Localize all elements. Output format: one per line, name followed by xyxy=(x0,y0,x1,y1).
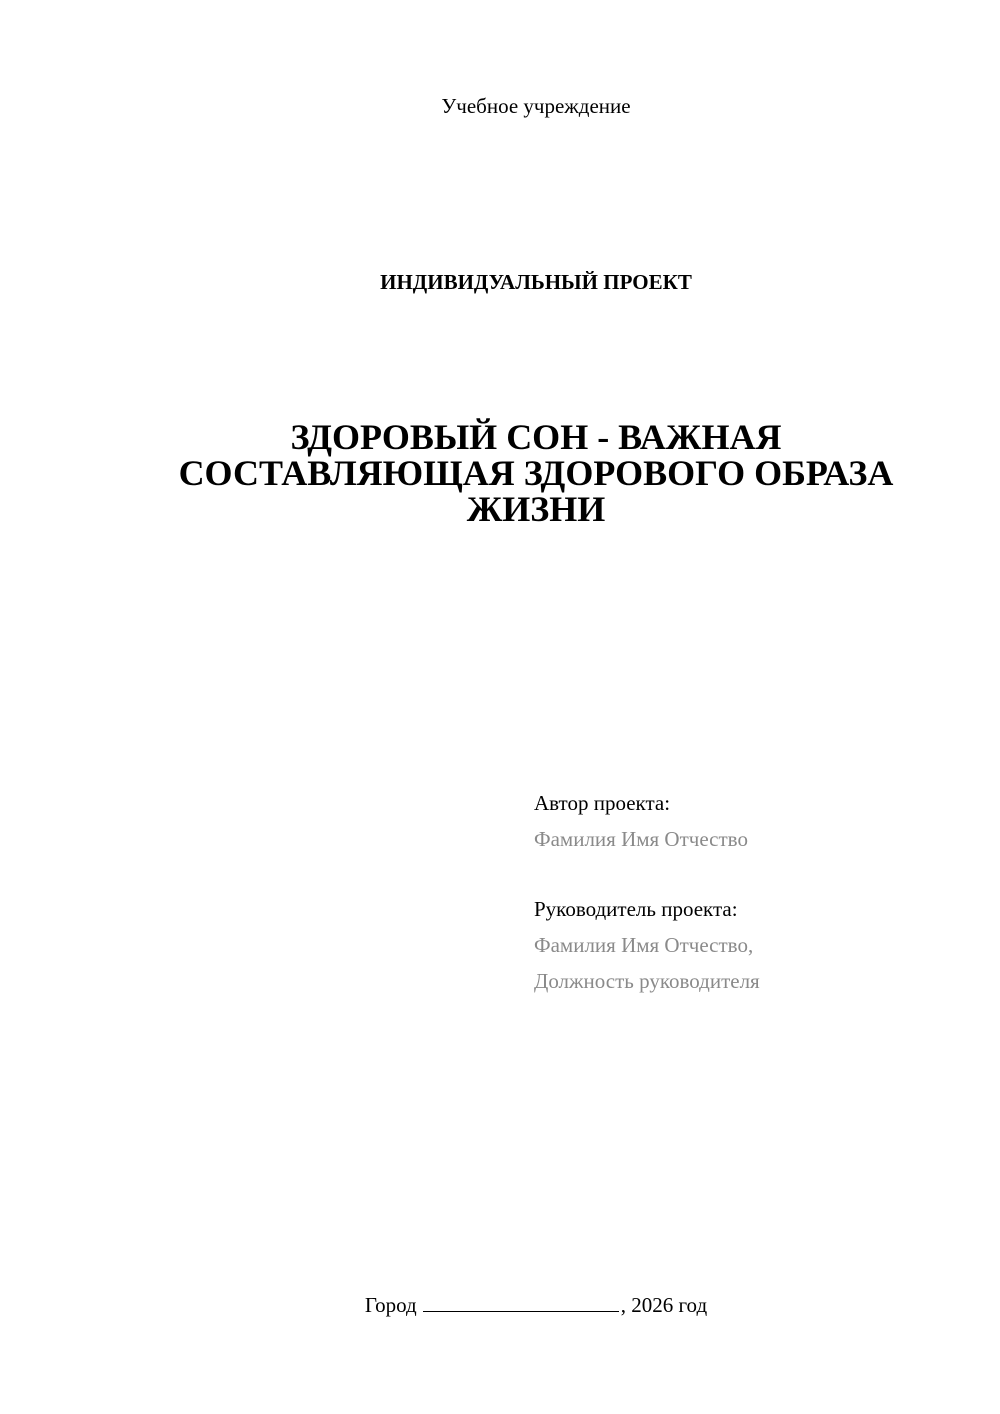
project-title-line: ЗДОРОВЫЙ СОН - ВАЖНАЯ xyxy=(290,417,782,457)
supervisor-name-placeholder: Фамилия Имя Отчество, xyxy=(534,933,754,957)
project-title-line: СОСТАВЛЯЮЩАЯ ЗДОРОВОГО ОБРАЗА xyxy=(178,453,894,493)
city-label: Город xyxy=(364,1293,417,1317)
project-title xyxy=(150,419,922,527)
supervisor-block xyxy=(534,891,974,999)
author-name-placeholder: Фамилия Имя Отчество xyxy=(534,827,748,851)
city-blank-line xyxy=(423,1289,619,1312)
document-type: ИНДИВИДУАЛЬНЫЙ ПРОЕКТ xyxy=(380,270,692,294)
institution-name: Учебное учреждение xyxy=(441,94,631,118)
author-label: Автор проекта: xyxy=(534,791,671,815)
project-title-line: ЖИЗНИ xyxy=(466,489,606,529)
city-year-line xyxy=(0,1289,1000,1320)
supervisor-position-placeholder: Должность руководителя xyxy=(534,969,760,993)
author-block xyxy=(534,785,974,857)
year-text: , 2026 год xyxy=(620,1293,708,1317)
supervisor-label: Руководитель проекта: xyxy=(534,897,738,921)
